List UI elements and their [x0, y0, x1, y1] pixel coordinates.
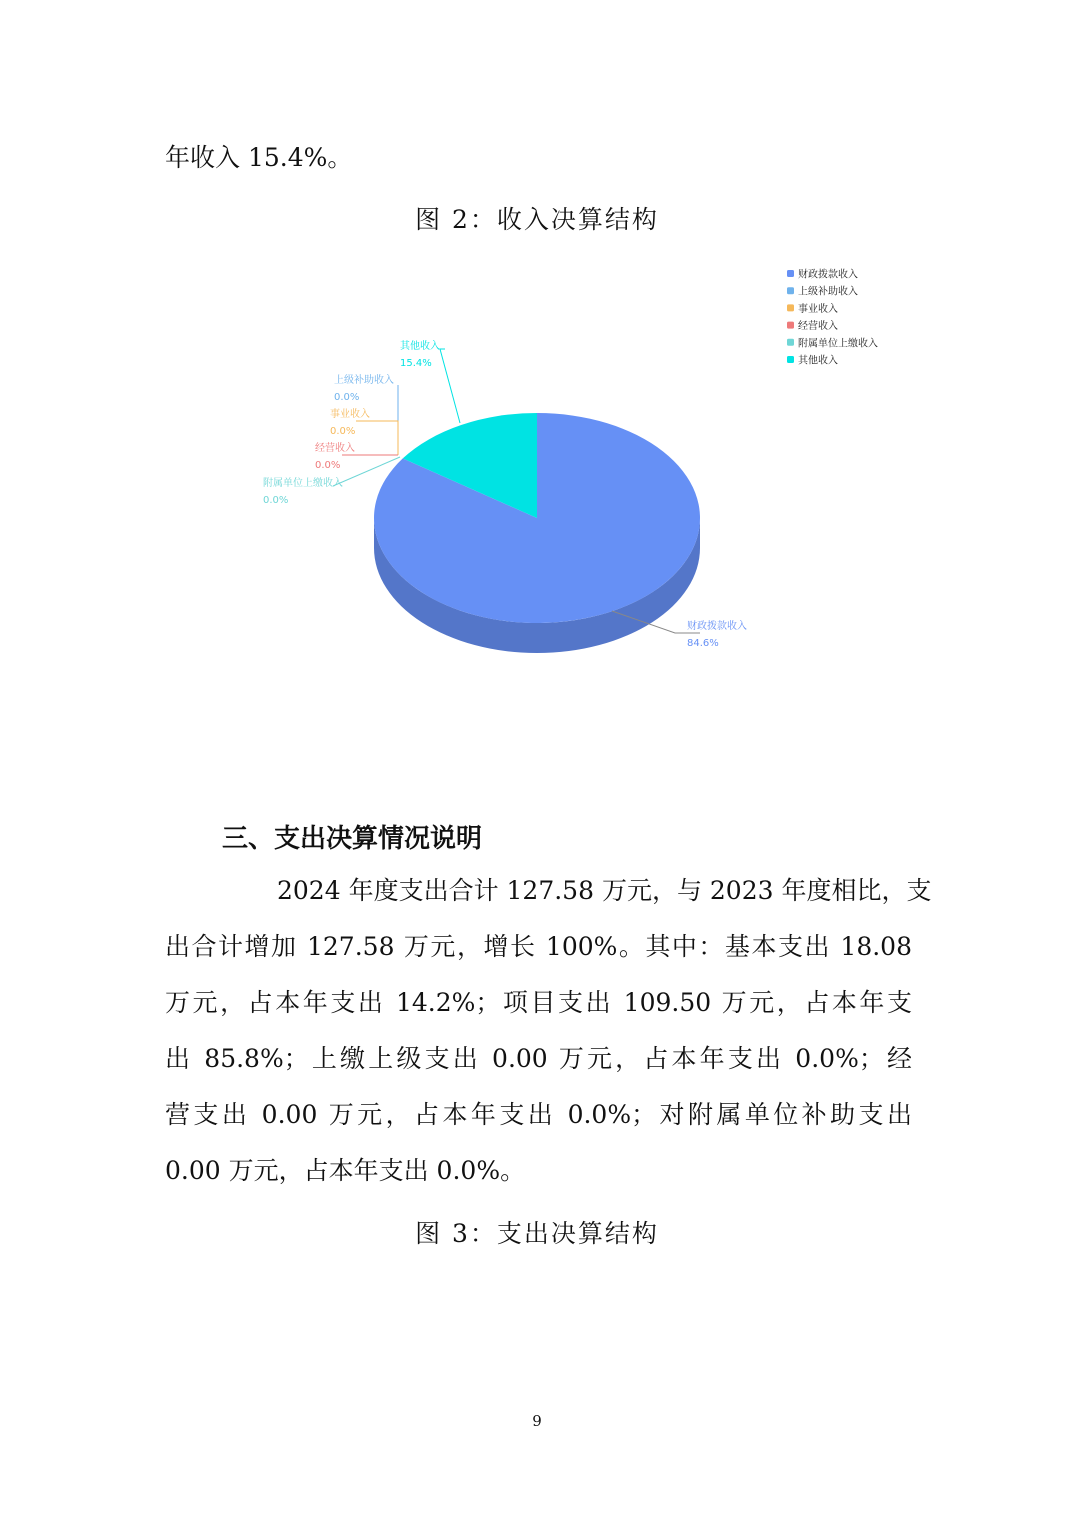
paragraph-line: 出合计增加 127.58 万元，增长 100%。其中：基本支出 18.08 [165, 932, 912, 961]
legend-label: 经营收入 [798, 321, 838, 333]
slice-label-value: 0.0% [334, 392, 360, 403]
income-structure-pie-chart [0, 255, 1074, 675]
legend-label: 其他收入 [798, 355, 838, 367]
slice-label-value: 0.0% [330, 426, 356, 437]
intro-paragraph-tail: 年收入 15.4%。 [165, 143, 353, 172]
slice-label-value: 15.4% [400, 358, 432, 369]
slice-label-value: 0.0% [315, 460, 341, 471]
figure-3-caption: 图 3：支出决算结构 [415, 1219, 659, 1248]
legend-swatch [787, 356, 794, 363]
slice-label-value: 0.0% [263, 495, 289, 506]
legend-label: 事业收入 [798, 303, 838, 315]
slice-label-name: 财政拨款收入 [687, 621, 747, 632]
leader-line [356, 421, 398, 455]
slice-label-name: 其他收入 [400, 341, 440, 352]
slice-label-name: 附属单位上缴收入 [263, 478, 343, 489]
legend-swatch [787, 304, 794, 311]
legend-label: 财政拨款收入 [798, 269, 858, 281]
leader-line [440, 349, 460, 423]
legend-swatch [787, 287, 794, 294]
legend-label: 附属单位上缴收入 [798, 338, 878, 350]
legend-swatch [787, 322, 794, 329]
slice-label-name: 经营收入 [315, 443, 355, 454]
paragraph-line: 2024 年度支出合计 127.58 万元，与 2023 年度相比，支 [277, 876, 932, 905]
slice-label-value: 84.6% [687, 638, 719, 649]
slice-label-name: 事业收入 [330, 409, 370, 420]
paragraph-line: 万元，占本年支出 14.2%；项目支出 109.50 万元，占本年支 [165, 988, 912, 1017]
legend-swatch [787, 339, 794, 346]
paragraph-line: 出 85.8%；上缴上级支出 0.00 万元，占本年支出 0.0%；经 [165, 1044, 912, 1073]
legend-swatch [787, 270, 794, 277]
section-3-heading: 三、支出决算情况说明 [222, 824, 483, 854]
paragraph-line: 营支出 0.00 万元，占本年支出 0.0%；对附属单位补助支出 [165, 1100, 912, 1129]
legend-label: 上级补助收入 [798, 286, 858, 298]
slice-label-name: 上级补助收入 [334, 375, 394, 386]
paragraph-line: 0.00 万元，占本年支出 0.0%。 [165, 1156, 526, 1185]
page-number: 9 [532, 1412, 542, 1430]
figure-2-caption: 图 2：收入决算结构 [415, 205, 659, 234]
